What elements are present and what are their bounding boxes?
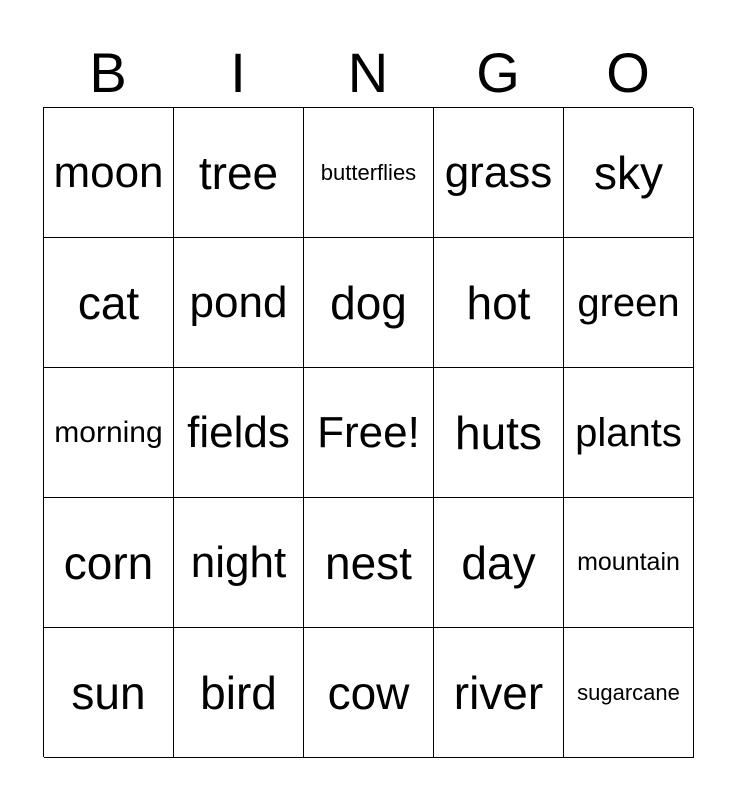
bingo-cell[interactable]: day: [434, 498, 564, 628]
bingo-cell[interactable]: mountain: [564, 498, 694, 628]
bingo-cell[interactable]: sky: [564, 108, 694, 238]
bingo-cell[interactable]: bird: [174, 628, 304, 758]
bingo-board: [43, 107, 693, 757]
bingo-cell[interactable]: green: [564, 238, 694, 368]
bingo-cell[interactable]: morning: [44, 368, 174, 498]
bingo-cell[interactable]: hot: [434, 238, 564, 368]
bingo-cell[interactable]: butterflies: [304, 108, 434, 238]
bingo-cell[interactable]: river: [434, 628, 564, 758]
header-letter-o: O: [606, 41, 650, 104]
bingo-cell[interactable]: moon: [44, 108, 174, 238]
header-letter-b: B: [89, 41, 127, 104]
bingo-cell[interactable]: huts: [434, 368, 564, 498]
bingo-header: [43, 38, 693, 108]
bingo-cell[interactable]: cow: [304, 628, 434, 758]
bingo-cell[interactable]: dog: [304, 238, 434, 368]
bingo-cell[interactable]: pond: [174, 238, 304, 368]
bingo-cell[interactable]: tree: [174, 108, 304, 238]
header-letter-g: G: [476, 41, 520, 104]
bingo-cell[interactable]: grass: [434, 108, 564, 238]
bingo-cell[interactable]: nest: [304, 498, 434, 628]
bingo-cell[interactable]: sun: [44, 628, 174, 758]
bingo-cell[interactable]: sugarcane: [564, 628, 694, 758]
bingo-cell[interactable]: night: [174, 498, 304, 628]
bingo-cell[interactable]: fields: [174, 368, 304, 498]
header-letter-n: N: [347, 41, 389, 104]
header-letter-i: I: [230, 41, 246, 104]
bingo-cell[interactable]: corn: [44, 498, 174, 628]
bingo-cell[interactable]: cat: [44, 238, 174, 368]
free-space-cell[interactable]: Free!: [304, 368, 434, 498]
bingo-cell[interactable]: plants: [564, 368, 694, 498]
